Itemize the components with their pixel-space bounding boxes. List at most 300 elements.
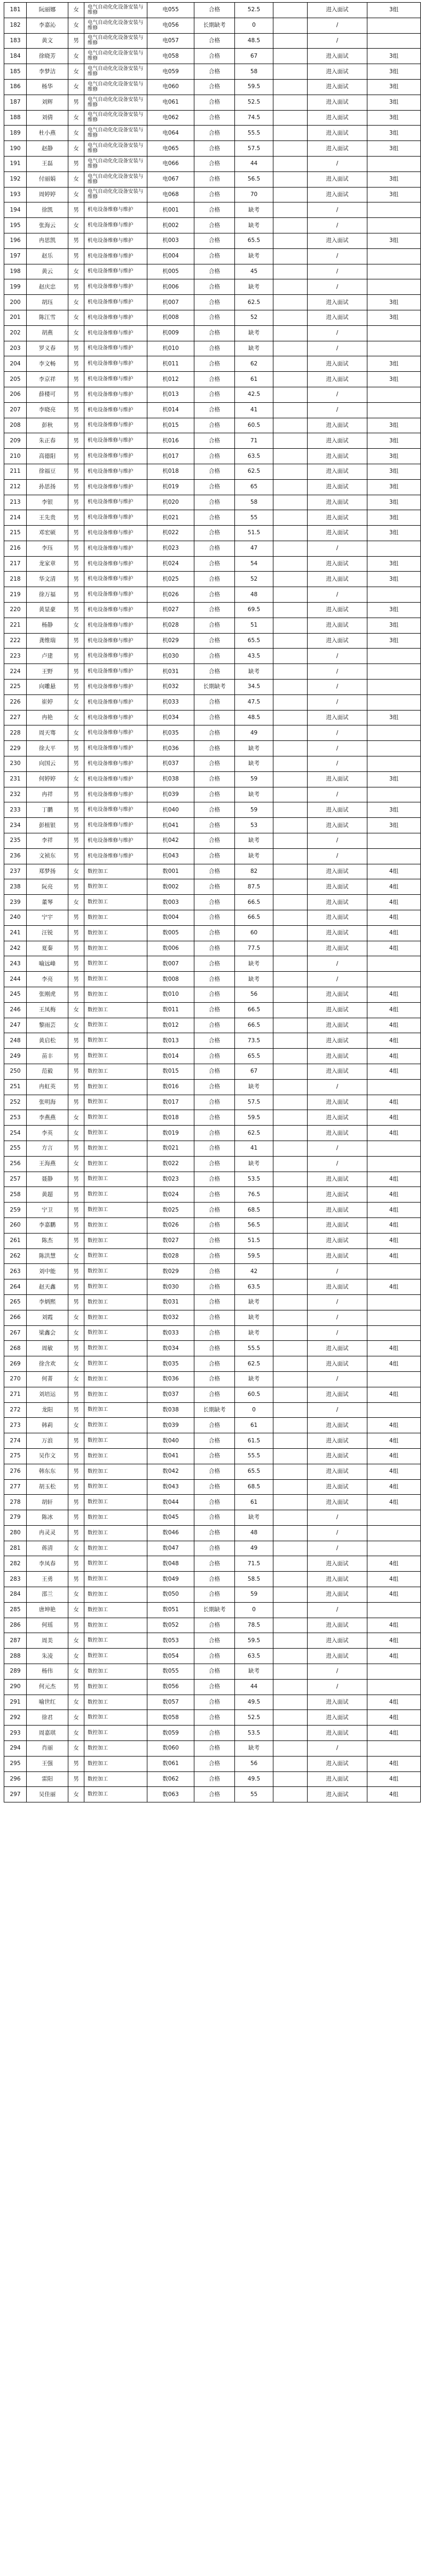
job-cell: 数控加工 — [84, 1618, 147, 1633]
exam-no-cell: 数012 — [147, 1018, 194, 1033]
interview-cell: / — [308, 1664, 367, 1680]
seq-cell: 290 — [4, 1679, 27, 1695]
score-cell: 缺考 — [235, 1325, 273, 1341]
review-cell: 合格 — [194, 941, 235, 956]
table-row — [4, 1495, 421, 1510]
seq-cell: 194 — [4, 202, 27, 218]
job-cell: 机电设备维修与维护 — [84, 202, 147, 218]
group-cell — [367, 1371, 421, 1387]
score-cell: 缺考 — [235, 325, 273, 341]
gender-cell: 男 — [68, 1756, 84, 1771]
job-cell: 数控加工 — [84, 1325, 147, 1341]
table-row — [4, 1064, 421, 1079]
score-cell: 59 — [235, 1587, 273, 1603]
seq-cell: 247 — [4, 1018, 27, 1033]
review-cell: 合格 — [194, 202, 235, 218]
group-cell: 3组 — [367, 510, 421, 526]
name-cell: 张明海 — [27, 1095, 68, 1110]
group-cell: 3组 — [367, 464, 421, 479]
job-cell: 机电设备维修与维护 — [84, 572, 147, 587]
exam-no-cell: 机020 — [147, 495, 194, 510]
interview-cell: 进入面试 — [308, 895, 367, 910]
rank-cell — [273, 756, 308, 772]
review-cell: 合格 — [194, 1187, 235, 1203]
gender-cell: 女 — [68, 79, 84, 95]
rank-cell — [273, 541, 308, 556]
interview-cell: 进入面试 — [308, 1479, 367, 1495]
review-cell: 合格 — [194, 1756, 235, 1771]
group-cell: 4组 — [367, 1710, 421, 1726]
table-row — [4, 1356, 421, 1372]
job-cell: 数控加工 — [84, 1018, 147, 1033]
exam-no-cell: 机028 — [147, 618, 194, 633]
rank-cell — [273, 1433, 308, 1449]
interview-cell: 进入面试 — [308, 1064, 367, 1079]
group-cell: 4组 — [367, 1464, 421, 1479]
rank-cell — [273, 725, 308, 741]
review-cell: 合格 — [194, 141, 235, 157]
name-cell: 高德阳 — [27, 449, 68, 464]
name-cell: 杜小燕 — [27, 126, 68, 141]
review-cell: 合格 — [194, 1572, 235, 1587]
interview-cell: 进入面试 — [308, 3, 367, 18]
name-cell: 周敏 — [27, 1341, 68, 1356]
name-cell: 李英 — [27, 1126, 68, 1141]
exam-no-cell: 数062 — [147, 1771, 194, 1787]
group-cell: 3组 — [367, 141, 421, 157]
score-cell: 43.5 — [235, 649, 273, 664]
seq-cell: 227 — [4, 710, 27, 725]
review-cell: 合格 — [194, 1049, 235, 1064]
seq-cell: 269 — [4, 1356, 27, 1372]
table-row — [4, 1756, 421, 1771]
gender-cell: 男 — [68, 756, 84, 772]
name-cell: 文祯东 — [27, 848, 68, 864]
exam-no-cell: 数025 — [147, 1203, 194, 1218]
rank-cell — [273, 1771, 308, 1787]
group-cell: 3组 — [367, 603, 421, 618]
table-row — [4, 833, 421, 849]
rank-cell — [273, 633, 308, 649]
rank-cell — [273, 1325, 308, 1341]
seq-cell: 183 — [4, 33, 27, 49]
group-cell: 3组 — [367, 171, 421, 187]
group-cell — [367, 1325, 421, 1341]
interview-cell: / — [308, 1371, 367, 1387]
job-cell: 数控加工 — [84, 1664, 147, 1680]
rank-cell — [273, 1402, 308, 1418]
interview-cell: 进入面试 — [308, 864, 367, 879]
job-cell: 电气自动化化设备安装与维修 — [84, 187, 147, 202]
job-cell: 机电设备维修与维护 — [84, 418, 147, 433]
name-cell: 刘中能 — [27, 1264, 68, 1279]
table-row — [4, 310, 421, 325]
score-cell: 69.5 — [235, 603, 273, 618]
table-row — [4, 1510, 421, 1526]
gender-cell: 男 — [68, 1217, 84, 1233]
exam-no-cell: 电061 — [147, 95, 194, 110]
job-cell: 数控加工 — [84, 972, 147, 987]
job-cell: 数控加工 — [84, 1510, 147, 1526]
score-cell: 48 — [235, 587, 273, 603]
interview-cell: / — [308, 741, 367, 756]
exam-no-cell: 数005 — [147, 925, 194, 941]
gender-cell: 女 — [68, 1110, 84, 1126]
name-cell: 孙思扬 — [27, 479, 68, 495]
score-cell: 61 — [235, 372, 273, 387]
name-cell: 张海云 — [27, 218, 68, 233]
interview-cell: / — [308, 1294, 367, 1310]
name-cell: 李嘉沁 — [27, 18, 68, 33]
rank-cell — [273, 787, 308, 802]
interview-cell: / — [308, 649, 367, 664]
table-row — [4, 587, 421, 603]
score-table — [4, 2, 421, 1802]
rank-cell — [273, 295, 308, 310]
job-cell: 机电设备维修与维护 — [84, 341, 147, 356]
gender-cell: 男 — [68, 633, 84, 649]
interview-cell: / — [308, 1602, 367, 1618]
review-cell: 合格 — [194, 987, 235, 1003]
rank-cell — [273, 956, 308, 972]
rank-cell — [273, 233, 308, 248]
table-row — [4, 1679, 421, 1695]
job-cell: 数控加工 — [84, 1095, 147, 1110]
exam-no-cell: 数026 — [147, 1217, 194, 1233]
gender-cell: 女 — [68, 1418, 84, 1433]
group-cell — [367, 387, 421, 402]
seq-cell: 244 — [4, 972, 27, 987]
job-cell: 数控加工 — [84, 1310, 147, 1325]
table-row — [4, 1002, 421, 1018]
job-cell: 数控加工 — [84, 1602, 147, 1618]
exam-no-cell: 机023 — [147, 541, 194, 556]
group-cell: 4组 — [367, 1726, 421, 1741]
rank-cell — [273, 218, 308, 233]
score-cell: 56.5 — [235, 1217, 273, 1233]
table-row — [4, 1387, 421, 1402]
review-cell: 合格 — [194, 694, 235, 710]
rank-cell — [273, 1556, 308, 1572]
exam-no-cell: 数001 — [147, 864, 194, 879]
job-cell: 数控加工 — [84, 1079, 147, 1095]
seq-cell: 188 — [4, 110, 27, 126]
table-row — [4, 1095, 421, 1110]
name-cell: 崔婷 — [27, 694, 68, 710]
group-cell — [367, 264, 421, 279]
name-cell: 何瑶 — [27, 1618, 68, 1633]
exam-no-cell: 机001 — [147, 202, 194, 218]
group-cell: 3组 — [367, 418, 421, 433]
gender-cell: 女 — [68, 710, 84, 725]
name-cell: 喻世红 — [27, 1695, 68, 1710]
seq-cell: 231 — [4, 771, 27, 787]
score-cell: 57.5 — [235, 1095, 273, 1110]
rank-cell — [273, 325, 308, 341]
score-cell: 53.5 — [235, 1172, 273, 1187]
gender-cell: 男 — [68, 972, 84, 987]
score-cell: 44 — [235, 156, 273, 171]
table-row — [4, 1341, 421, 1356]
review-cell: 合格 — [194, 1695, 235, 1710]
gender-cell: 女 — [68, 49, 84, 64]
job-cell: 数控加工 — [84, 1279, 147, 1295]
group-cell: 4组 — [367, 1618, 421, 1633]
seq-cell: 257 — [4, 1172, 27, 1187]
job-cell: 机电设备维修与维护 — [84, 771, 147, 787]
name-cell: 罗义春 — [27, 341, 68, 356]
score-cell: 缺考 — [235, 956, 273, 972]
seq-cell: 202 — [4, 325, 27, 341]
review-cell: 合格 — [194, 741, 235, 756]
interview-cell: 进入面试 — [308, 1556, 367, 1572]
group-cell: 4组 — [367, 1756, 421, 1771]
gender-cell: 男 — [68, 556, 84, 572]
gender-cell: 男 — [68, 1433, 84, 1449]
group-cell: 4组 — [367, 1095, 421, 1110]
name-cell: 王凤梅 — [27, 1002, 68, 1018]
seq-cell: 205 — [4, 372, 27, 387]
review-cell: 合格 — [194, 618, 235, 633]
seq-cell: 184 — [4, 49, 27, 64]
interview-cell: 进入面试 — [308, 1018, 367, 1033]
review-cell: 合格 — [194, 1633, 235, 1649]
gender-cell: 男 — [68, 402, 84, 418]
score-cell: 缺考 — [235, 341, 273, 356]
gender-cell: 男 — [68, 1172, 84, 1187]
group-cell — [367, 1541, 421, 1556]
rank-cell — [273, 387, 308, 402]
interview-cell: 进入面试 — [308, 464, 367, 479]
table-row — [4, 1310, 421, 1325]
exam-no-cell: 电062 — [147, 110, 194, 126]
exam-no-cell: 机015 — [147, 418, 194, 433]
job-cell: 机电设备维修与维护 — [84, 279, 147, 295]
rank-cell — [273, 372, 308, 387]
seq-cell: 264 — [4, 1279, 27, 1295]
name-cell: 龙阳 — [27, 1402, 68, 1418]
exam-no-cell: 电059 — [147, 64, 194, 80]
job-cell: 数控加工 — [84, 1541, 147, 1556]
gender-cell: 男 — [68, 787, 84, 802]
interview-cell: 进入面试 — [308, 187, 367, 202]
score-cell: 缺考 — [235, 1156, 273, 1172]
seq-cell: 252 — [4, 1095, 27, 1110]
job-cell: 机电设备维修与维护 — [84, 818, 147, 833]
rank-cell — [273, 1172, 308, 1187]
table-row — [4, 325, 421, 341]
table-row — [4, 910, 421, 926]
seq-cell: 236 — [4, 848, 27, 864]
score-cell: 59.5 — [235, 1248, 273, 1264]
gender-cell: 女 — [68, 187, 84, 202]
exam-no-cell: 电065 — [147, 141, 194, 157]
table-row — [4, 1418, 421, 1433]
review-cell: 合格 — [194, 1002, 235, 1018]
score-cell: 70 — [235, 187, 273, 202]
gender-cell: 女 — [68, 1541, 84, 1556]
job-cell: 数控加工 — [84, 1771, 147, 1787]
seq-cell: 282 — [4, 1556, 27, 1572]
score-cell: 44 — [235, 1679, 273, 1695]
score-cell: 52.5 — [235, 1710, 273, 1726]
rank-cell — [273, 587, 308, 603]
interview-cell: 进入面试 — [308, 1448, 367, 1464]
table-row — [4, 802, 421, 818]
interview-cell: 进入面试 — [308, 1633, 367, 1649]
rank-cell — [273, 1187, 308, 1203]
job-cell: 数控加工 — [84, 1418, 147, 1433]
score-cell: 52.5 — [235, 3, 273, 18]
seq-cell: 195 — [4, 218, 27, 233]
score-cell: 73.5 — [235, 1033, 273, 1049]
name-cell: 陈冰 — [27, 1510, 68, 1526]
review-cell: 合格 — [194, 1726, 235, 1741]
score-cell: 59.5 — [235, 79, 273, 95]
exam-no-cell: 机041 — [147, 818, 194, 833]
interview-cell: 进入面试 — [308, 1049, 367, 1064]
group-cell: 4组 — [367, 1556, 421, 1572]
review-cell: 合格 — [194, 464, 235, 479]
exam-no-cell: 数036 — [147, 1371, 194, 1387]
rank-cell — [273, 771, 308, 787]
score-cell: 61 — [235, 1418, 273, 1433]
rank-cell — [273, 1279, 308, 1295]
name-cell: 肖丽 — [27, 1741, 68, 1757]
seq-cell: 256 — [4, 1156, 27, 1172]
job-cell: 数控加工 — [84, 1233, 147, 1248]
score-cell: 缺考 — [235, 1294, 273, 1310]
gender-cell: 男 — [68, 649, 84, 664]
name-cell: 冉虹英 — [27, 1079, 68, 1095]
gender-cell: 女 — [68, 1310, 84, 1325]
seq-cell: 220 — [4, 603, 27, 618]
table-row — [4, 1141, 421, 1156]
seq-cell: 258 — [4, 1187, 27, 1203]
table-row — [4, 1695, 421, 1710]
rank-cell — [273, 479, 308, 495]
group-cell: 3组 — [367, 710, 421, 725]
interview-cell: 进入面试 — [308, 1203, 367, 1218]
seq-cell: 190 — [4, 141, 27, 157]
exam-no-cell: 数019 — [147, 1126, 194, 1141]
rank-cell — [273, 1756, 308, 1771]
seq-cell: 267 — [4, 1325, 27, 1341]
job-cell: 数控加工 — [84, 879, 147, 895]
score-cell: 49.5 — [235, 1771, 273, 1787]
review-cell: 合格 — [194, 1495, 235, 1510]
table-row — [4, 1741, 421, 1757]
gender-cell: 男 — [68, 1279, 84, 1295]
exam-no-cell: 机043 — [147, 848, 194, 864]
group-cell: 3组 — [367, 233, 421, 248]
score-cell: 61.5 — [235, 1433, 273, 1449]
job-cell: 数控加工 — [84, 1356, 147, 1372]
table-row — [4, 1633, 421, 1649]
review-cell: 合格 — [194, 1079, 235, 1095]
interview-cell: / — [308, 1510, 367, 1526]
gender-cell: 男 — [68, 833, 84, 849]
interview-cell: / — [308, 756, 367, 772]
gender-cell: 女 — [68, 295, 84, 310]
job-cell: 机电设备维修与维护 — [84, 556, 147, 572]
interview-cell: 进入面试 — [308, 356, 367, 372]
exam-no-cell: 机040 — [147, 802, 194, 818]
exam-no-cell: 数017 — [147, 1095, 194, 1110]
review-cell: 合格 — [194, 864, 235, 879]
name-cell: 朱凌 — [27, 1649, 68, 1664]
name-cell: 范毅 — [27, 1064, 68, 1079]
exam-no-cell: 数010 — [147, 987, 194, 1003]
score-cell: 66.5 — [235, 910, 273, 926]
review-cell: 合格 — [194, 1741, 235, 1757]
interview-cell: / — [308, 33, 367, 49]
review-cell: 合格 — [194, 3, 235, 18]
exam-no-cell: 数031 — [147, 1294, 194, 1310]
interview-cell: / — [308, 402, 367, 418]
rank-cell — [273, 171, 308, 187]
gender-cell: 男 — [68, 248, 84, 264]
group-cell — [367, 680, 421, 695]
group-cell — [367, 279, 421, 295]
job-cell: 数控加工 — [84, 1294, 147, 1310]
exam-no-cell: 数022 — [147, 1156, 194, 1172]
name-cell: 李燕燕 — [27, 1110, 68, 1126]
job-cell: 数控加工 — [84, 1049, 147, 1064]
table-row — [4, 725, 421, 741]
seq-cell: 209 — [4, 433, 27, 449]
rank-cell — [273, 449, 308, 464]
exam-no-cell: 机016 — [147, 433, 194, 449]
interview-cell: / — [308, 1264, 367, 1279]
table-row — [4, 1126, 421, 1141]
interview-cell: 进入面试 — [308, 495, 367, 510]
review-cell: 合格 — [194, 495, 235, 510]
score-cell: 47.5 — [235, 694, 273, 710]
score-cell: 41 — [235, 1141, 273, 1156]
group-cell: 4组 — [367, 1126, 421, 1141]
table-row — [4, 1664, 421, 1680]
rank-cell — [273, 1341, 308, 1356]
review-cell: 合格 — [194, 1033, 235, 1049]
interview-cell: / — [308, 1325, 367, 1341]
interview-cell: 进入面试 — [308, 1187, 367, 1203]
gender-cell: 男 — [68, 495, 84, 510]
table-row — [4, 187, 421, 202]
group-cell — [367, 956, 421, 972]
job-cell: 数控加工 — [84, 1217, 147, 1233]
job-cell: 数控加工 — [84, 1248, 147, 1264]
seq-cell: 181 — [4, 3, 27, 18]
job-cell: 机电设备维修与维护 — [84, 449, 147, 464]
seq-cell: 293 — [4, 1726, 27, 1741]
table-row — [4, 341, 421, 356]
gender-cell: 男 — [68, 33, 84, 49]
rank-cell — [273, 848, 308, 864]
group-cell — [367, 1679, 421, 1695]
rank-cell — [273, 495, 308, 510]
interview-cell: 进入面试 — [308, 1756, 367, 1771]
job-cell: 数控加工 — [84, 1741, 147, 1757]
gender-cell: 男 — [68, 1556, 84, 1572]
interview-cell: 进入面试 — [308, 1033, 367, 1049]
table-row — [4, 649, 421, 664]
exam-no-cell: 机006 — [147, 279, 194, 295]
gender-cell: 女 — [68, 694, 84, 710]
seq-cell: 198 — [4, 264, 27, 279]
group-cell: 3组 — [367, 479, 421, 495]
review-cell: 合格 — [194, 649, 235, 664]
